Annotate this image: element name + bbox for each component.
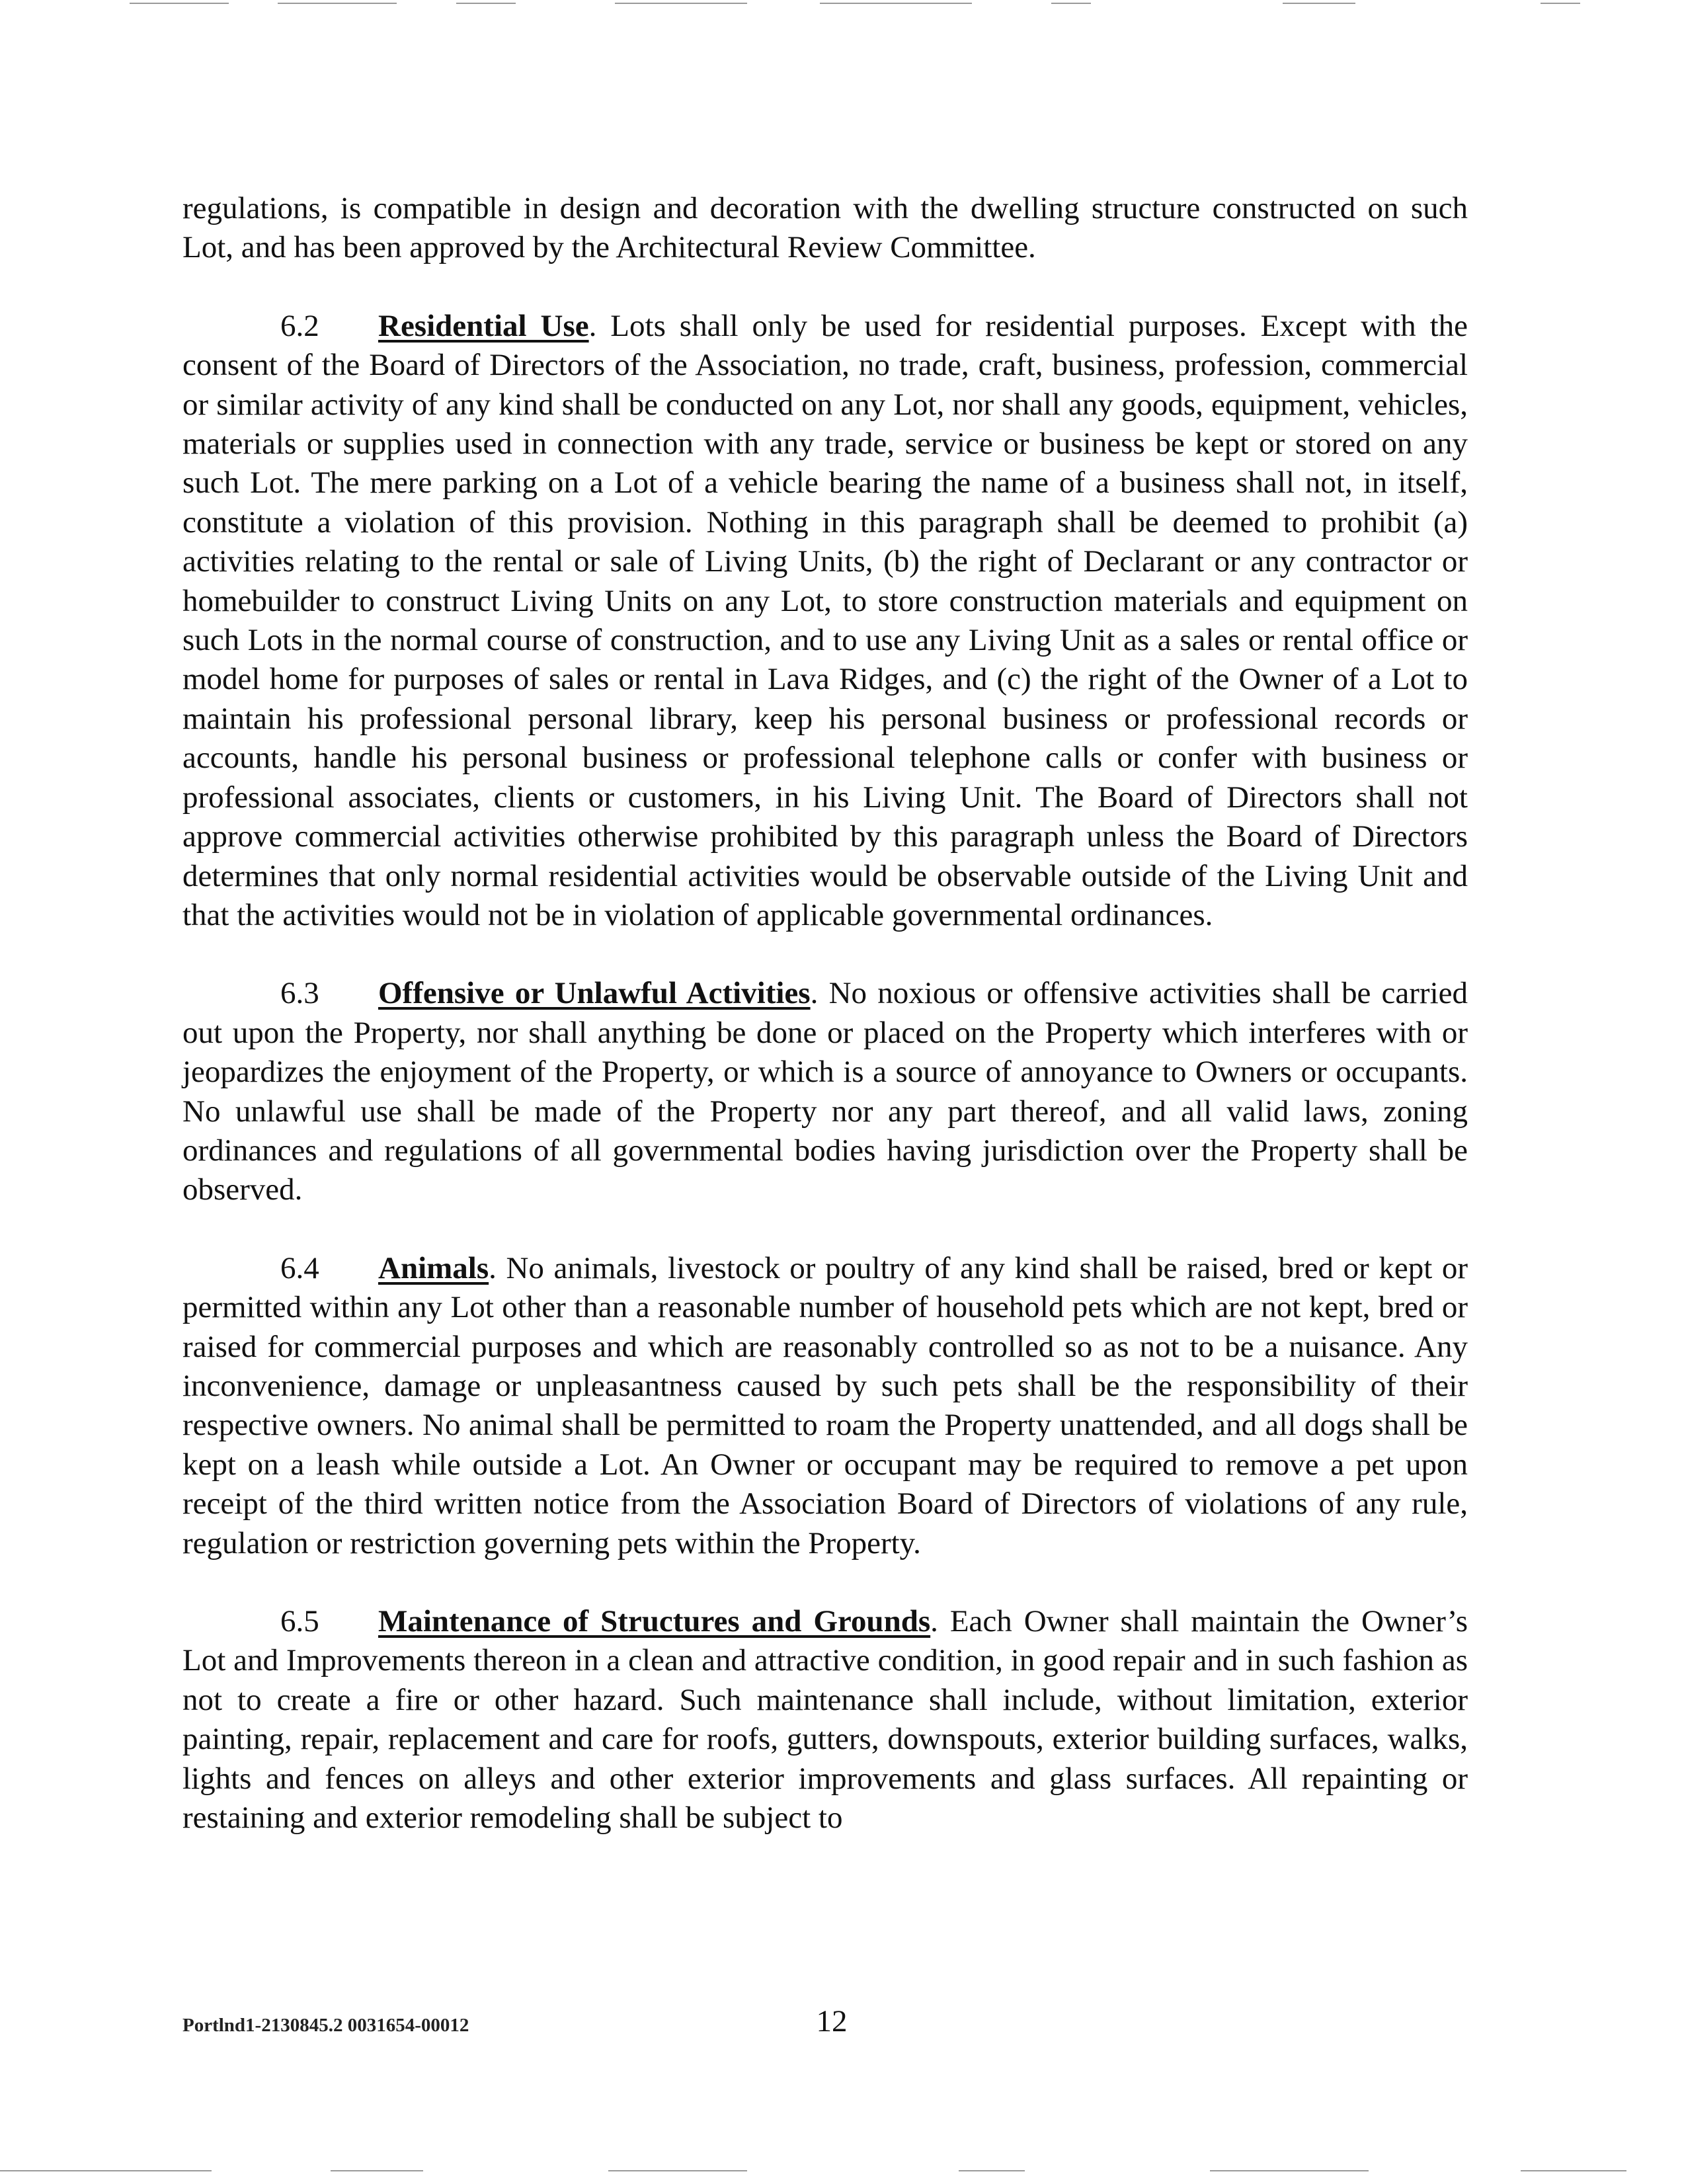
scan-artifact-bottom (0, 2167, 1682, 2175)
section-title: Maintenance of Structures and Grounds (378, 1604, 931, 1638)
section-number: 6.3 (280, 976, 319, 1011)
intro-paragraph: regulations, is compatible in design and decoration with the dwelling structure constructed on such Lot, and has been approved by the Architectural Review Committee. (182, 191, 1468, 265)
section-number: 6.4 (280, 1250, 319, 1285)
section-title: Offensive or Unlawful Activities (378, 976, 811, 1011)
page-number: 12 (816, 2004, 848, 2039)
section-number: 6.5 (280, 1604, 319, 1638)
section-number: 6.2 (280, 308, 319, 343)
section-6-2 (182, 307, 1468, 936)
section-title: Residential Use (378, 308, 589, 343)
section-title: Animals (378, 1250, 489, 1285)
scan-artifact-top (0, 0, 1682, 8)
section-body: . No noxious or offensive activities shall be carried out upon the Property, nor shall anything be done or placed on the Property which interferes with or jeopardizes the enjoyment of the Property, or which is a source of annoyance to Owners or occupants. No unlawful use shall be made of the Property nor any part thereof, and all valid laws, zoning ordinances and regulations of all governmental bodies having jurisdiction over the Property shall be observed. (182, 976, 1468, 1207)
section-body: . Each Owner shall maintain the Owner’s Lot and Improvements thereon in a clean and attractive condition, in good repair and in such fashion as not to create a fire or other hazard. Such maintenance shall include, without limitation, exterior painting, repair, replacement and care for roofs, gutters, downspouts, exterior building surfaces, walks, lights and fences on alleys and other exterior improvements and glass surfaces. All repainting or restaining and exterior remodeling shall be subject to (182, 1604, 1468, 1836)
document-body (182, 189, 1468, 1877)
section-body: . No animals, livestock or poultry of any kind shall be raised, bred or kept or permitted within any Lot other than a reasonable number of household pets which are not kept, bred or raised for commercial purposes and which are reasonably controlled so as not to be a nuisance. Any inconvenience, damage or unpleasantness caused by such pets shall be the responsibility of their respective owners. No animal shall be permitted to roam the Property unattended, and all dogs shall be kept on a leash while outside a Lot. An Owner or occupant may be required to remove a pet upon receipt of the third written notice from the Association Board of Directors of violations of any rule, regulation or restriction governing pets within the Property. (182, 1250, 1468, 1560)
section-6-3 (182, 974, 1468, 1209)
footer-document-id: Portlnd1-2130845.2 0031654-00012 (182, 2015, 469, 2036)
section-body: . Lots shall only be used for residential purposes. Except with the consent of the Board of Directors of the Association, no trade, craft, business, profession, commercial or similar activity of any kind shall be conducted on any Lot, nor shall any goods, equipment, vehicles, materials or supplies used in connection with any trade, service or business be kept or stored on any such Lot. The mere parking on a Lot of a vehicle bearing the name of a business shall not, in itself, constitute a violation of this provision. Nothing in this paragraph shall be deemed to prohibit (a) activities relating to the rental or sale of Living Units, (b) the right of Declarant or any contractor or homebuilder to construct Living Units on any Lot, to store construction materials and equipment on such Lots in the normal course of construction, and to use any Living Unit as a sales or rental office or model home for purposes of sales or rental in Lava Ridges, and (c) the right of the Owner of a Lot to maintain his professional personal library, keep his personal business or professional records or accounts, handle his personal business or professional telephone calls or confer with business or professional associates, clients or customers, in his Living Unit. The Board of Directors shall not approve commercial activities otherwise prohibited by this paragraph unless the Board of Directors determines that only normal residential activities would be observable outside of the Living Unit and that the activities would not be in violation of applicable governmental ordinances. (182, 308, 1468, 932)
section-6-5 (182, 1602, 1468, 1838)
section-6-4 (182, 1249, 1468, 1563)
